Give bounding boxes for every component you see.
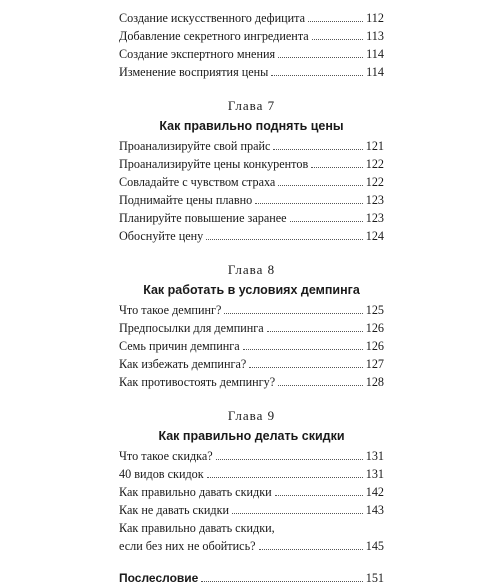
dot-leader xyxy=(312,39,363,40)
toc-entry-page: 128 xyxy=(365,375,384,389)
toc-entry[interactable] xyxy=(119,301,384,319)
dot-leader xyxy=(216,459,363,460)
toc-entry-label-line1: Как правильно давать скидки, xyxy=(119,521,275,535)
toc-entry[interactable] xyxy=(119,501,384,519)
chapter-title[interactable]: Как правильно делать скидки xyxy=(158,429,345,443)
toc-entry-label: Создание экспертного мнения xyxy=(119,47,276,61)
toc-entry[interactable] xyxy=(119,209,384,227)
toc-entry-label-line2: если без них не обойтись? xyxy=(119,539,256,553)
toc-entry-label: Как избежать демпинга? xyxy=(119,357,247,371)
toc-group-top xyxy=(119,9,384,81)
toc-entry-label: Как правильно давать скидки xyxy=(119,485,272,499)
toc-entry-label: Совладайте с чувством страха xyxy=(119,175,276,189)
toc-entry-label: Что такое скидка? xyxy=(119,449,213,463)
toc-entry-page: 126 xyxy=(365,321,384,335)
toc-entry-page: 131 xyxy=(365,467,384,481)
toc-entry-label: Обоснуйте цену xyxy=(119,229,204,243)
toc-entry-label: Как противостоять демпингу? xyxy=(119,375,276,389)
dot-leader xyxy=(232,513,363,514)
toc-entry-label: Добавление секретного ингредиента xyxy=(119,29,309,43)
dot-leader xyxy=(259,549,363,550)
toc-entry-page: 126 xyxy=(365,339,384,353)
toc-entry[interactable] xyxy=(119,447,384,465)
toc-entry[interactable] xyxy=(119,27,384,45)
toc-entry-page: 113 xyxy=(366,29,384,43)
toc-entry[interactable] xyxy=(119,155,384,173)
toc-entry-page: 143 xyxy=(365,503,384,517)
toc-entry[interactable] xyxy=(119,319,384,337)
dot-leader xyxy=(206,239,362,240)
chapter-heading: Глава 9 xyxy=(227,408,276,423)
toc-entry-page: 112 xyxy=(366,11,384,25)
toc-entry-label: 40 видов скидок xyxy=(119,467,204,481)
dot-leader xyxy=(243,349,363,350)
toc-entry[interactable] xyxy=(119,227,384,245)
dot-leader xyxy=(311,167,363,168)
dot-leader xyxy=(224,313,362,314)
toc-entry-page: 151 xyxy=(365,571,384,585)
toc-entry-page: 142 xyxy=(365,485,384,499)
toc-entry[interactable] xyxy=(119,45,384,63)
dot-leader xyxy=(207,477,363,478)
toc-entry-page: 145 xyxy=(365,539,384,553)
dot-leader xyxy=(267,331,363,332)
dot-leader xyxy=(278,57,363,58)
toc-entry-multiline[interactable] xyxy=(119,519,384,555)
toc-entry[interactable] xyxy=(119,373,384,391)
toc-entry[interactable] xyxy=(119,465,384,483)
toc-entry-label: Как не давать скидки xyxy=(119,503,230,517)
toc-entry-page: 122 xyxy=(365,157,384,171)
toc-entry-label: Планируйте повышение заранее xyxy=(119,211,287,225)
dot-leader xyxy=(271,75,363,76)
toc-entry[interactable] xyxy=(119,355,384,373)
toc-entry[interactable] xyxy=(119,63,384,81)
toc-entry-page: 124 xyxy=(365,229,384,243)
toc-entry-label: Изменение восприятия цены xyxy=(119,65,269,79)
toc-entry[interactable] xyxy=(119,191,384,209)
toc-entry-page: 114 xyxy=(366,47,384,61)
dot-leader xyxy=(255,203,363,204)
chapter-title[interactable]: Как правильно поднять цены xyxy=(159,119,344,133)
toc-entry-label: Проанализируйте свой прайс xyxy=(119,139,271,153)
toc-entry-page: 123 xyxy=(365,193,384,207)
dot-leader xyxy=(275,495,363,496)
toc-entry-page: 123 xyxy=(365,211,384,225)
toc-entry-page: 131 xyxy=(365,449,384,463)
toc-entry[interactable] xyxy=(119,137,384,155)
chapter-title[interactable]: Как работать в условиях демпинга xyxy=(143,283,360,297)
chapter-8 xyxy=(119,261,384,391)
toc-entry-label: Поднимайте цены плавно xyxy=(119,193,253,207)
chapter-9 xyxy=(119,407,384,555)
toc-entry-page: 125 xyxy=(365,303,384,317)
toc-entry[interactable] xyxy=(119,337,384,355)
toc-entry-label: Проанализируйте цены конкурентов xyxy=(119,157,309,171)
toc-entry-label: Семь причин демпинга xyxy=(119,339,240,353)
dot-leader xyxy=(249,367,362,368)
toc-entry-page: 122 xyxy=(365,175,384,189)
dot-leader xyxy=(308,21,363,22)
toc-entry-label: Предпосылки для демпинга xyxy=(119,321,264,335)
dot-leader xyxy=(201,581,362,582)
toc-entry[interactable] xyxy=(119,9,384,27)
table-of-contents xyxy=(119,9,384,587)
toc-entry-page: 127 xyxy=(365,357,384,371)
chapter-heading: Глава 8 xyxy=(227,262,276,277)
chapter-heading: Глава 7 xyxy=(227,98,276,113)
toc-entry[interactable] xyxy=(119,483,384,501)
afterword-label: Послесловие xyxy=(119,571,199,585)
toc-entry[interactable] xyxy=(119,173,384,191)
chapter-7 xyxy=(119,97,384,245)
toc-entry-label: Что такое демпинг? xyxy=(119,303,222,317)
dot-leader xyxy=(273,149,362,150)
toc-entry-label: Создание искусственного дефицита xyxy=(119,11,306,25)
dot-leader xyxy=(278,185,362,186)
toc-entry-afterword[interactable] xyxy=(119,569,384,587)
toc-entry-page: 121 xyxy=(365,139,384,153)
dot-leader xyxy=(278,385,363,386)
toc-entry-page: 114 xyxy=(366,65,384,79)
dot-leader xyxy=(290,221,363,222)
